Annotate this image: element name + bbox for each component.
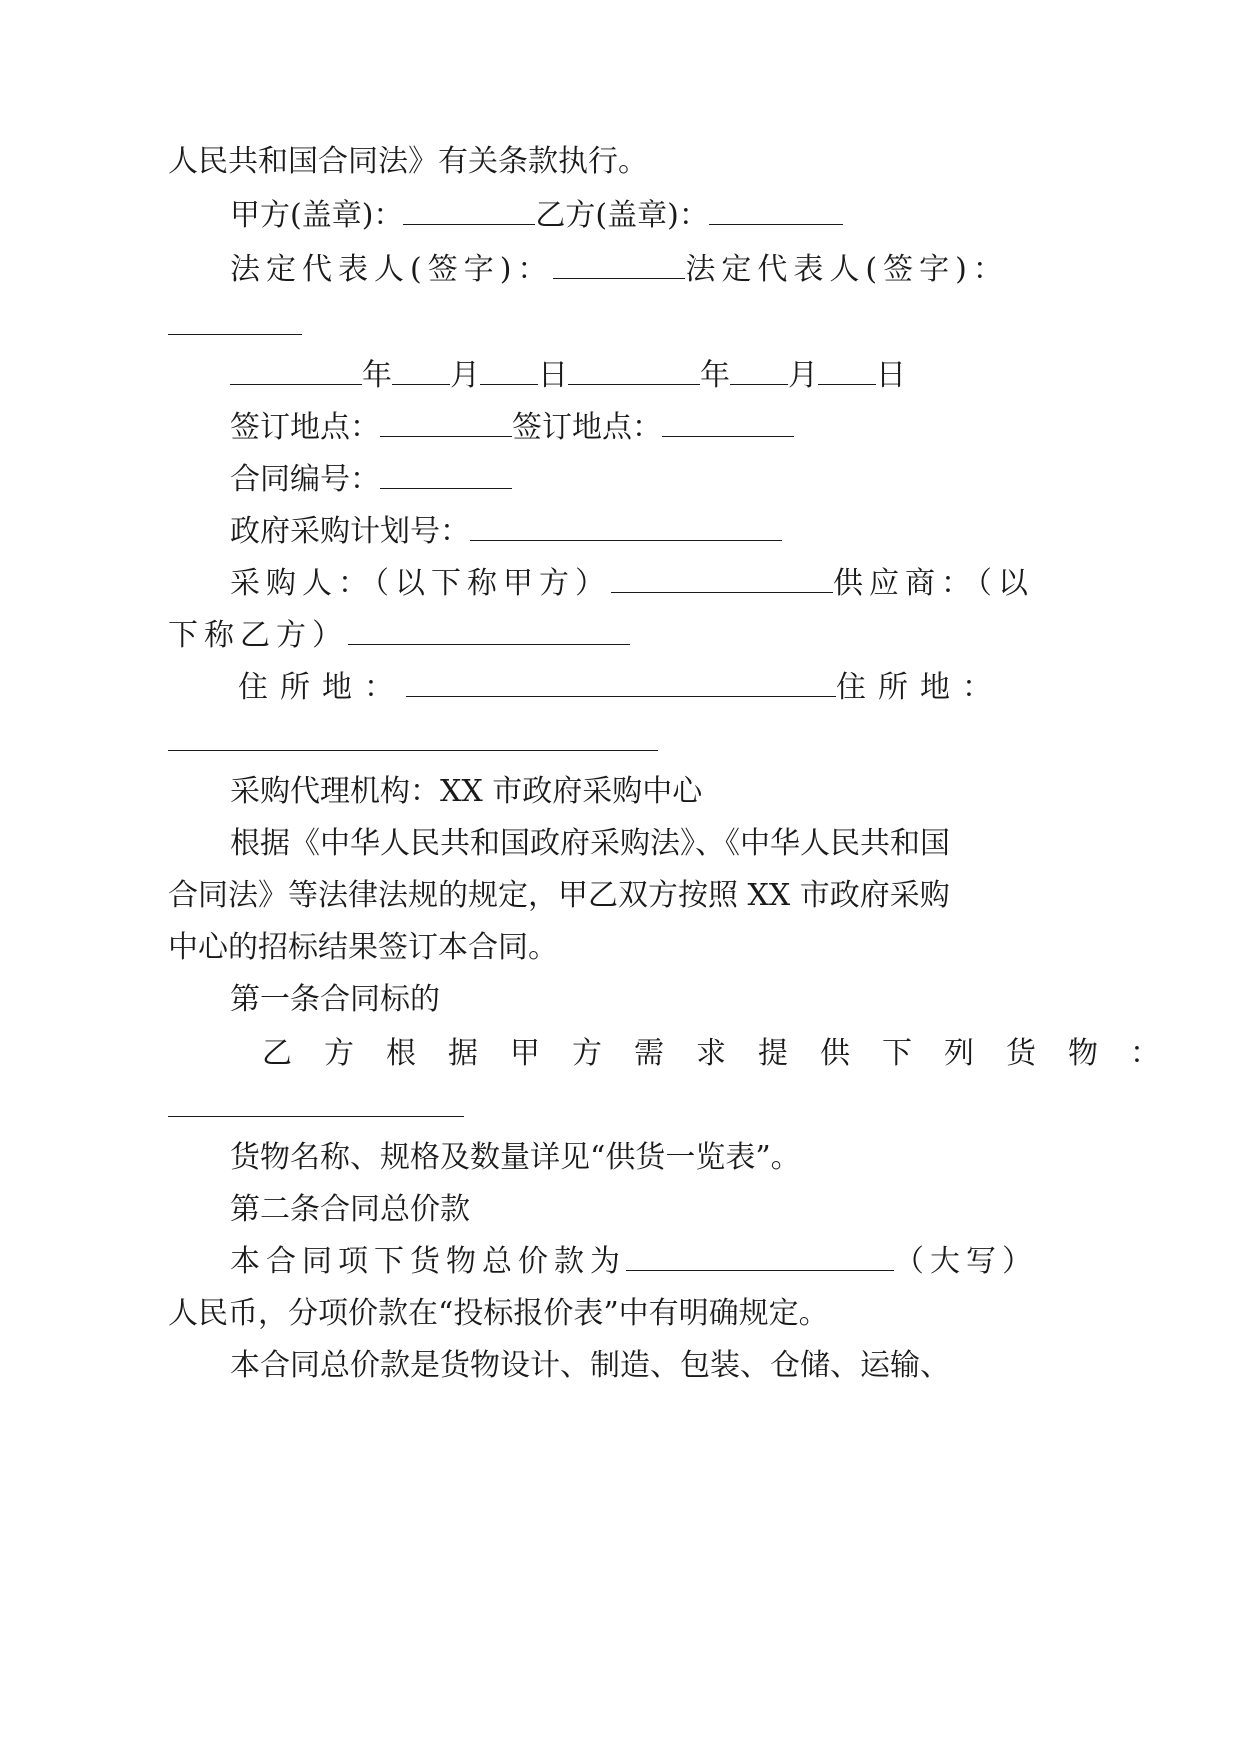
- law-reference-text: 人民共和国合同法》有关条款执行。: [168, 144, 648, 179]
- day-label: 日: [876, 358, 906, 393]
- party-b-seal-blank[interactable]: [709, 196, 843, 225]
- party-a-seal-blank[interactable]: [403, 196, 535, 225]
- buyer-address-blank[interactable]: [406, 668, 836, 697]
- party-a-day-blank[interactable]: [480, 356, 538, 385]
- article-1-title: [230, 980, 440, 1020]
- goods-blank[interactable]: [168, 1116, 464, 1117]
- party-b-place-blank[interactable]: [662, 408, 794, 437]
- article-1-text: 乙方根据甲方需求提供下列货物：: [262, 1036, 1192, 1071]
- contract-number-line: [230, 460, 512, 500]
- procurement-plan-blank[interactable]: [470, 512, 782, 541]
- party-a-seal-label: 甲方(盖章)：: [230, 198, 404, 233]
- party-b-place-label: 签订地点：: [512, 410, 662, 445]
- party-b-rep-blank[interactable]: [168, 334, 302, 335]
- party-a-rep-label: 法定代表人(签字)：: [230, 252, 554, 287]
- year-label: 年: [362, 358, 392, 393]
- total-price-label: 本合同项下货物总价款为: [230, 1244, 626, 1279]
- article-2-title: [230, 1190, 470, 1230]
- article-1-heading: 第一条合同标的: [230, 982, 440, 1017]
- party-a-month-blank[interactable]: [392, 356, 450, 385]
- supplier-label: 供应商：（以: [833, 566, 1034, 601]
- month-label: 月: [450, 358, 480, 393]
- month-label: 月: [788, 358, 818, 393]
- buyer-blank[interactable]: [611, 564, 833, 593]
- article-2-text-3: 本合同总价款是货物设计、制造、包装、仓储、运输、: [230, 1348, 950, 1383]
- supplier-address-label: 住所地：: [836, 670, 1004, 705]
- basis-text-3: 中心的招标结果签订本合同。: [168, 930, 558, 965]
- buyer-label: 采购人：（以下称甲方）: [230, 566, 611, 601]
- procurement-plan-line: [230, 512, 782, 552]
- day-label: 日: [538, 358, 568, 393]
- procurement-agency: 采购代理机构：XX 市政府采购中心: [230, 774, 703, 809]
- article-2-body-3: [230, 1346, 950, 1386]
- agency-line: [230, 772, 702, 812]
- party-a-rep-blank[interactable]: [553, 250, 685, 279]
- party-a-place-label: 签订地点：: [230, 410, 380, 445]
- article-2-heading: 第二条合同总价款: [230, 1192, 470, 1227]
- year-label: 年: [700, 358, 730, 393]
- article-1-body: [262, 1034, 1192, 1074]
- party-b-seal-label: 乙方(盖章)：: [535, 198, 709, 233]
- parties-line: [230, 564, 1034, 604]
- date-line: [230, 356, 906, 396]
- basis-line-2: [168, 876, 950, 916]
- article-2-text-2: 人民币，分项价款在“投标报价表”中有明确规定。: [168, 1296, 829, 1331]
- basis-text-2: 合同法》等法律法规的规定，甲乙双方按照 XX 市政府采购: [168, 878, 950, 913]
- article-1-note-line: [230, 1138, 801, 1178]
- signing-place-line: [230, 408, 794, 448]
- seal-line: [230, 196, 843, 236]
- article-1-note: 货物名称、规格及数量详见“供货一览表”。: [230, 1140, 801, 1175]
- contract-number-label: 合同编号：: [230, 462, 380, 497]
- party-a-year-blank[interactable]: [230, 356, 362, 385]
- article-2-body-2: [168, 1294, 829, 1334]
- buyer-address-label: 住所地：: [238, 670, 406, 705]
- total-price-blank[interactable]: [626, 1242, 894, 1271]
- supplier-label-continued: 下称乙方）: [168, 618, 348, 653]
- supplier-address-blank[interactable]: [168, 750, 658, 751]
- basis-text-1: 根据《中华人民共和国政府采购法》、《中华人民共和国: [230, 826, 950, 861]
- paragraph-law-reference: [168, 142, 648, 182]
- parties-line-continued: [168, 616, 630, 656]
- article-2-body-1: [230, 1242, 1038, 1282]
- basis-line-3: [168, 928, 558, 968]
- procurement-plan-label: 政府采购计划号：: [230, 514, 470, 549]
- contract-number-blank[interactable]: [380, 460, 512, 489]
- party-a-place-blank[interactable]: [380, 408, 512, 437]
- supplier-blank[interactable]: [348, 616, 630, 645]
- party-b-month-blank[interactable]: [730, 356, 788, 385]
- party-b-year-blank[interactable]: [568, 356, 700, 385]
- address-line: [238, 668, 1004, 708]
- party-b-rep-label: 法定代表人(签字)：: [685, 252, 1009, 287]
- legal-rep-line: [230, 250, 1009, 290]
- party-b-day-blank[interactable]: [818, 356, 876, 385]
- uppercase-label: （大写）: [894, 1244, 1038, 1279]
- basis-line-1: [230, 824, 950, 864]
